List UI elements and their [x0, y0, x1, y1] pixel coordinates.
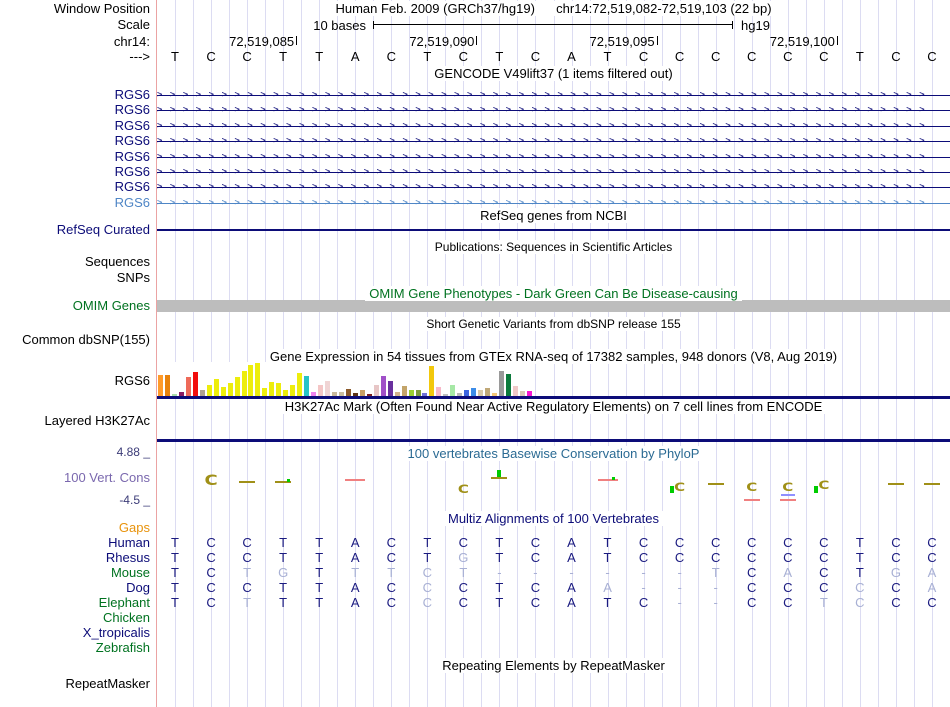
- align-letter: A: [603, 580, 612, 595]
- base-letter: C: [458, 49, 469, 64]
- gtex-bar: [429, 366, 434, 396]
- base-letter: C: [242, 49, 252, 64]
- gtex-bar: [471, 388, 476, 396]
- align-letter: T: [603, 535, 612, 550]
- gtex-bar: [499, 371, 504, 396]
- sequences-label[interactable]: Sequences: [84, 254, 150, 269]
- gtex-bar: [513, 386, 518, 396]
- align-letter: C: [927, 595, 937, 610]
- ruler-tick-label: 72,519,085: [229, 34, 295, 49]
- common-dbsnp-label[interactable]: Common dbSNP(155): [22, 332, 150, 347]
- cons-negative-dash: [345, 479, 365, 481]
- align-letter: T: [495, 595, 504, 610]
- align-letter: C: [242, 550, 252, 565]
- align-letter: C: [747, 550, 757, 565]
- align-letter: T: [315, 595, 324, 610]
- align-letter: C: [386, 595, 396, 610]
- align-letter: C: [458, 595, 469, 610]
- gtex-bar: [214, 379, 219, 396]
- align-letter: T: [387, 565, 396, 580]
- gtex-bar: [186, 377, 191, 396]
- gencode-track-title[interactable]: GENCODE V49lift37 (1 items filtered out): [157, 67, 950, 81]
- align-letter: -: [641, 580, 646, 595]
- align-letter: C: [458, 580, 469, 595]
- align-letter: C: [530, 595, 541, 610]
- align-letter: T: [279, 535, 288, 550]
- align-letter: C: [819, 535, 829, 550]
- align-letter: A: [567, 550, 576, 565]
- base-letter: C: [927, 49, 937, 64]
- align-letter: C: [819, 580, 829, 595]
- align-letter: T: [315, 565, 324, 580]
- align-letter: C: [891, 550, 901, 565]
- gtex-bar: [297, 373, 302, 396]
- align-letter: T: [711, 565, 720, 580]
- align-row-label[interactable]: Chicken: [103, 610, 150, 625]
- align-letter: T: [279, 550, 288, 565]
- gene-row-arrows: >>>>>>>>>>>>>>>>>>>>>>>>>>>>>>>>>>>>>>>>>>>>>>>>>>>>>>>>>>>>: [157, 152, 933, 162]
- gene-row-label[interactable]: RGS6: [114, 195, 150, 210]
- align-row-label[interactable]: Zebrafish: [95, 640, 150, 655]
- ruler-tick-label: 72,519,100: [769, 34, 835, 49]
- gtex-bar: [269, 382, 274, 396]
- dbsnp-track-title[interactable]: Short Genetic Variants from dbSNP release 155: [157, 317, 950, 331]
- ruler-tick: [296, 36, 297, 45]
- omim-genes-label[interactable]: OMIM Genes: [72, 298, 150, 313]
- cons-green-dot: [287, 479, 290, 482]
- align-letter: C: [206, 595, 216, 610]
- cons-letter-glyph: C: [457, 481, 469, 497]
- align-letter: A: [350, 550, 360, 565]
- align-letter: T: [171, 550, 179, 565]
- align-letter: T: [459, 565, 468, 580]
- gene-row-arrows: >>>>>>>>>>>>>>>>>>>>>>>>>>>>>>>>>>>>>>>>>>>>>>>>>>>>>>>>>>>>: [157, 182, 933, 192]
- align-letter: C: [891, 595, 901, 610]
- assembly-text: Human Feb. 2009 (GRCh37/hg19): [335, 1, 535, 16]
- align-letter: T: [279, 595, 288, 610]
- gtex-bar: [325, 381, 330, 396]
- gtex-bar: [228, 383, 233, 396]
- base-letter: T: [279, 49, 288, 64]
- align-letter: G: [458, 550, 469, 565]
- align-letter: G: [890, 565, 901, 580]
- cons-max-label: 4.88 _: [116, 445, 150, 459]
- base-letter: C: [530, 49, 541, 64]
- ruler-tick-label: 72,519,090: [409, 34, 475, 49]
- align-row-label[interactable]: Dog: [126, 580, 150, 595]
- align-letter: T: [243, 595, 252, 610]
- cons-letter-glyph: C: [746, 479, 758, 495]
- scale-bar-left-tick: [373, 21, 374, 29]
- gtex-bar: [158, 375, 163, 396]
- gtex-bar: [374, 385, 379, 396]
- align-letter: C: [206, 535, 216, 550]
- cons-dash: [924, 483, 940, 485]
- align-letter: -: [677, 565, 682, 580]
- gtex-bar: [436, 387, 441, 396]
- gtex-bar: [506, 374, 511, 396]
- align-letter: T: [279, 580, 288, 595]
- base-letter: T: [495, 49, 504, 64]
- align-letter: C: [242, 580, 252, 595]
- align-letter: T: [315, 535, 324, 550]
- align-letter: -: [605, 565, 610, 580]
- align-letter: -: [569, 565, 574, 580]
- gtex-bar: [262, 388, 267, 396]
- base-letter: A: [567, 49, 576, 64]
- align-letter: A: [350, 535, 360, 550]
- refseq-curated-label[interactable]: RefSeq Curated: [56, 222, 150, 237]
- align-row-label[interactable]: Human: [108, 535, 150, 550]
- cons-dash: [491, 477, 507, 479]
- scale-bar: [373, 24, 733, 25]
- align-letter: -: [533, 565, 538, 580]
- cons-green-block: [670, 486, 674, 493]
- align-row-label[interactable]: Rhesus: [105, 550, 150, 565]
- layered-h3k27ac-label[interactable]: Layered H3K27Ac: [44, 413, 150, 428]
- align-row-label[interactable]: Gaps: [118, 520, 150, 535]
- gtex-bar: [485, 388, 490, 396]
- align-letter: C: [747, 565, 757, 580]
- base-letter: C: [819, 49, 829, 64]
- cons-min-label: -4.5 _: [119, 493, 150, 507]
- scale-label: Scale: [117, 17, 150, 32]
- repeatmasker-label[interactable]: RepeatMasker: [65, 676, 150, 691]
- align-letter: A: [783, 565, 793, 580]
- align-letter: -: [641, 565, 646, 580]
- gtex-track-title[interactable]: Gene Expression in 54 tissues from GTEx RNA-seq of 17382 samples, 948 donors (V8, Aug 2019): [157, 350, 950, 364]
- align-letter: C: [242, 535, 252, 550]
- align-letter: C: [422, 595, 432, 610]
- align-letter: C: [710, 535, 721, 550]
- align-letter: C: [819, 550, 829, 565]
- ruler-tick: [837, 36, 838, 45]
- align-letter: G: [278, 565, 289, 580]
- snps-label[interactable]: SNPs: [116, 270, 150, 285]
- gtex-bar: [242, 371, 247, 396]
- align-letter: C: [638, 550, 649, 565]
- chrom-label: chr14:: [113, 34, 150, 49]
- omim-gene-bar[interactable]: [157, 300, 950, 312]
- align-letter: C: [891, 580, 901, 595]
- base-letter: T: [423, 49, 432, 64]
- base-letter: T: [603, 49, 612, 64]
- align-letter: C: [927, 550, 937, 565]
- align-letter: T: [243, 565, 252, 580]
- gtex-bar: [248, 365, 253, 396]
- align-letter: T: [315, 550, 324, 565]
- align-row-label[interactable]: Elephant: [98, 595, 150, 610]
- position-title: [157, 2, 950, 16]
- refseq-gene-bar[interactable]: [157, 229, 950, 231]
- align-row-label[interactable]: Mouse: [110, 565, 150, 580]
- cons-dash: [708, 483, 724, 485]
- cons-green-dot: [612, 477, 615, 480]
- align-letter: T: [855, 550, 864, 565]
- align-letter: C: [819, 565, 829, 580]
- gtex-bar: [304, 376, 309, 396]
- align-letter: T: [423, 550, 432, 565]
- base-letter: C: [674, 49, 685, 64]
- align-letter: C: [855, 595, 865, 610]
- ruler-tick-label: 72,519,095: [589, 34, 655, 49]
- align-letter: T: [171, 565, 179, 580]
- base-letter: C: [783, 49, 793, 64]
- gtex-gene-label[interactable]: RGS6: [114, 373, 150, 388]
- align-letter: T: [495, 550, 504, 565]
- align-letter: T: [855, 565, 864, 580]
- align-letter: C: [855, 580, 865, 595]
- cons-blue-underline: [781, 494, 795, 496]
- align-letter: C: [206, 565, 216, 580]
- align-letter: C: [530, 580, 541, 595]
- align-letter: C: [891, 535, 901, 550]
- align-letter: -: [497, 565, 502, 580]
- gene-row-label[interactable]: RGS6: [114, 102, 150, 117]
- base-letter: T: [171, 49, 179, 64]
- align-letter: C: [710, 550, 721, 565]
- repeatmasker-track-title[interactable]: Repeating Elements by RepeatMasker: [157, 659, 950, 673]
- gene-row-arrows: >>>>>>>>>>>>>>>>>>>>>>>>>>>>>>>>>>>>>>>>>>>>>>>>>>>>>>>>>>>>: [157, 136, 933, 146]
- cons-green-block: [497, 470, 501, 477]
- align-letter: C: [747, 595, 757, 610]
- cons-letter-glyph: C: [818, 477, 830, 493]
- align-letter: C: [422, 565, 432, 580]
- position-text: chr14:72,519,082-72,519,103 (22 bp): [556, 1, 772, 16]
- gene-row-label[interactable]: RGS6: [114, 87, 150, 102]
- gtex-bar: [346, 389, 351, 396]
- align-letter: T: [855, 535, 864, 550]
- gene-row-arrows: >>>>>>>>>>>>>>>>>>>>>>>>>>>>>>>>>>>>>>>>>>>>>>>>>>>>>>>>>>>>: [157, 198, 933, 208]
- align-letter: -: [713, 580, 718, 595]
- gtex-bar: [235, 377, 240, 396]
- strand-label: --->: [129, 49, 150, 64]
- multiz-track-title[interactable]: Multiz Alignments of 100 Vertebrates: [157, 512, 950, 526]
- cons-green-block: [814, 486, 818, 493]
- gene-row-label[interactable]: RGS6: [114, 133, 150, 148]
- align-letter: C: [927, 535, 937, 550]
- base-letter: C: [386, 49, 396, 64]
- cons-letter-glyph: C: [204, 472, 218, 489]
- h3k27ac-track-title[interactable]: H3K27Ac Mark (Often Found Near Active Regulatory Elements) on 7 cell lines from ENCODE: [157, 400, 950, 414]
- align-letter: C: [530, 535, 541, 550]
- align-letter: A: [927, 580, 937, 595]
- align-letter: A: [927, 565, 937, 580]
- base-letter: C: [206, 49, 216, 64]
- gene-row-arrows: >>>>>>>>>>>>>>>>>>>>>>>>>>>>>>>>>>>>>>>>>>>>>>>>>>>>>>>>>>>>: [157, 105, 933, 115]
- publications-track-title[interactable]: Publications: Sequences in Scientific Articles: [157, 240, 950, 254]
- align-letter: A: [350, 580, 360, 595]
- align-letter: C: [206, 550, 216, 565]
- align-letter: C: [638, 595, 649, 610]
- align-letter: A: [567, 580, 576, 595]
- cons-dash: [888, 483, 904, 485]
- align-letter: C: [747, 535, 757, 550]
- align-letter: C: [530, 550, 541, 565]
- base-letter: T: [855, 49, 864, 64]
- gtex-bar: [207, 385, 212, 396]
- align-letter: C: [783, 595, 793, 610]
- gtex-bar: [255, 363, 260, 396]
- base-letter: C: [638, 49, 649, 64]
- gtex-bar: [381, 376, 386, 396]
- cons-letter-glyph: C: [782, 479, 794, 495]
- align-letter: A: [567, 535, 576, 550]
- align-letter: C: [386, 550, 396, 565]
- gene-row-label[interactable]: RGS6: [114, 164, 150, 179]
- gene-row-arrows: >>>>>>>>>>>>>>>>>>>>>>>>>>>>>>>>>>>>>>>>>>>>>>>>>>>>>>>>>>>>: [157, 90, 933, 100]
- base-letter: C: [710, 49, 721, 64]
- gtex-bar: [290, 385, 295, 396]
- gtex-bar: [450, 385, 455, 396]
- gtex-bar: [193, 372, 198, 396]
- gene-row-label[interactable]: RGS6: [114, 149, 150, 164]
- omim-track-title[interactable]: OMIM Gene Phenotypes - Dark Green Can Be Disease-causing: [157, 287, 950, 301]
- align-letter: T: [603, 595, 612, 610]
- align-letter: T: [495, 535, 504, 550]
- align-letter: T: [819, 595, 828, 610]
- align-letter: T: [171, 595, 179, 610]
- base-letter: T: [315, 49, 324, 64]
- align-letter: C: [674, 535, 685, 550]
- cons-red-underline: [744, 499, 760, 501]
- gtex-bar: [318, 385, 323, 396]
- align-letter: C: [747, 580, 757, 595]
- align-letter: -: [677, 595, 682, 610]
- cons-dash: [239, 481, 255, 483]
- align-letter: C: [638, 535, 649, 550]
- phylop-track-title[interactable]: 100 vertebrates Basewise Conservation by PhyloP: [157, 447, 950, 461]
- align-letter: C: [783, 580, 793, 595]
- align-letter: C: [783, 535, 793, 550]
- align-letter: C: [386, 535, 396, 550]
- align-letter: T: [351, 565, 360, 580]
- gtex-bar: [276, 383, 281, 396]
- scale-bar-right-tick: [732, 21, 733, 29]
- align-letter: T: [171, 580, 179, 595]
- base-letter: C: [891, 49, 901, 64]
- gtex-bar: [165, 375, 170, 396]
- gene-row-label[interactable]: RGS6: [114, 118, 150, 133]
- cons-negative-dash: [598, 479, 618, 481]
- ruler-tick: [476, 36, 477, 45]
- align-letter: -: [677, 580, 682, 595]
- gene-row-label[interactable]: RGS6: [114, 179, 150, 194]
- gtex-bar: [402, 386, 407, 396]
- align-letter: C: [206, 580, 216, 595]
- base-letter: C: [747, 49, 757, 64]
- base-letter: A: [350, 49, 360, 64]
- gene-row-arrows: >>>>>>>>>>>>>>>>>>>>>>>>>>>>>>>>>>>>>>>>>>>>>>>>>>>>>>>>>>>>: [157, 121, 933, 131]
- assembly-short-label: hg19: [741, 18, 770, 33]
- align-letter: T: [315, 580, 324, 595]
- gtex-bar: [221, 387, 226, 396]
- vert-cons-label[interactable]: 100 Vert. Cons: [64, 470, 150, 485]
- gtex-bar-chart[interactable]: [157, 362, 535, 396]
- align-letter: C: [674, 550, 685, 565]
- cons-red-underline: [780, 499, 796, 501]
- align-letter: A: [567, 595, 576, 610]
- align-letter: T: [495, 580, 504, 595]
- align-letter: C: [458, 535, 469, 550]
- gene-row-arrows: >>>>>>>>>>>>>>>>>>>>>>>>>>>>>>>>>>>>>>>>>>>>>>>>>>>>>>>>>>>>: [157, 167, 933, 177]
- align-letter: C: [422, 580, 432, 595]
- refseq-track-title[interactable]: RefSeq genes from NCBI: [157, 209, 950, 223]
- gtex-bar: [388, 381, 393, 396]
- align-letter: T: [603, 550, 612, 565]
- align-letter: T: [171, 535, 179, 550]
- align-letter: C: [783, 550, 793, 565]
- align-letter: A: [350, 595, 360, 610]
- cons-letter-glyph: C: [674, 479, 686, 495]
- align-letter: C: [386, 580, 396, 595]
- ruler-tick: [657, 36, 658, 45]
- align-letter: T: [423, 535, 432, 550]
- align-row-label[interactable]: X_tropicalis: [82, 625, 150, 640]
- window-position-label: Window Position: [53, 1, 150, 16]
- scale-bar-text: 10 bases: [313, 18, 366, 33]
- align-letter: -: [713, 595, 718, 610]
- h3k27ac-baseline: [157, 439, 950, 442]
